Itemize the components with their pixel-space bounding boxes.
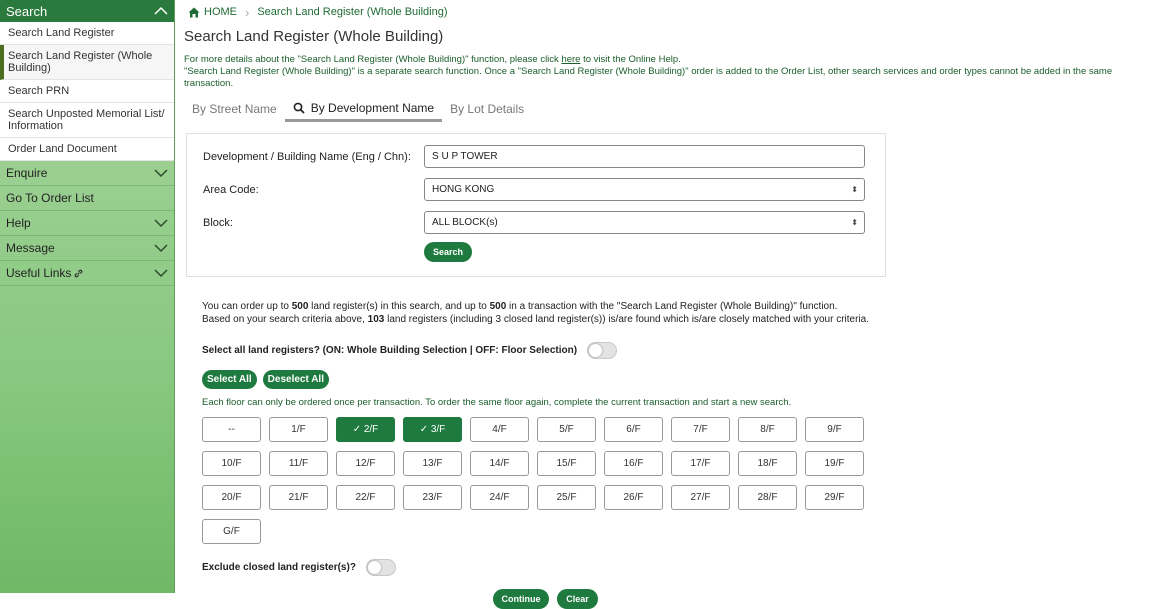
block-value: ALL BLOCK(s) bbox=[432, 217, 498, 228]
floor-button[interactable]: 10/F bbox=[202, 451, 261, 476]
floor-button[interactable]: 26/F bbox=[604, 485, 663, 510]
form-row-area bbox=[203, 173, 869, 206]
floor-button[interactable]: -- bbox=[202, 417, 261, 442]
notice-text: You can order up to bbox=[202, 301, 292, 312]
clear-button[interactable]: Clear bbox=[557, 589, 598, 609]
select-all-button[interactable]: Select All bbox=[202, 370, 257, 389]
sidebar-useful-links-wrap bbox=[6, 266, 83, 280]
sidebar-item-message[interactable] bbox=[0, 236, 174, 261]
main-content bbox=[184, 0, 1152, 609]
floor-button[interactable]: 17/F bbox=[671, 451, 730, 476]
notice-text: Based on your search criteria above, bbox=[202, 314, 368, 325]
floor-button[interactable]: 28/F bbox=[738, 485, 797, 510]
sidebar-section-search[interactable] bbox=[0, 0, 174, 22]
notice-bold: 103 bbox=[367, 314, 385, 325]
floor-button[interactable]: 15/F bbox=[537, 451, 596, 476]
link-icon bbox=[74, 269, 83, 278]
form-row-block bbox=[203, 206, 869, 239]
development-name-label: Development / Building Name (Eng / Chn): bbox=[203, 150, 411, 163]
sidebar-item-enquire[interactable] bbox=[0, 161, 174, 186]
chevron-down-icon bbox=[154, 243, 168, 253]
floor-button[interactable]: 4/F bbox=[470, 417, 529, 442]
page-title: Search Land Register (Whole Building) bbox=[184, 28, 444, 45]
sidebar-item-label: Useful Links bbox=[6, 266, 72, 280]
sidebar-item-search-land-register[interactable]: Search Land Register bbox=[0, 22, 174, 45]
sidebar-item-go-to-order-list[interactable] bbox=[0, 186, 174, 211]
sidebar-submenu bbox=[0, 22, 174, 161]
floor-button[interactable]: 12/F bbox=[336, 451, 395, 476]
search-tabs bbox=[184, 96, 1152, 122]
floor-button[interactable]: 25/F bbox=[537, 485, 596, 510]
select-all-toggle-label: Select all land registers? (ON: Whole Building Selection | OFF: Floor Selection) bbox=[202, 344, 578, 356]
tab-by-street-name[interactable]: By Street Name bbox=[192, 102, 277, 116]
area-code-select[interactable] bbox=[424, 178, 865, 201]
floor-button[interactable]: 24/F bbox=[470, 485, 529, 510]
floor-button[interactable]: 14/F bbox=[470, 451, 529, 476]
selection-buttons bbox=[202, 370, 1152, 389]
floor-button[interactable]: 5/F bbox=[537, 417, 596, 442]
floor-button[interactable]: 13/F bbox=[403, 451, 462, 476]
chevron-up-icon bbox=[154, 6, 168, 16]
floor-button[interactable]: G/F bbox=[202, 519, 261, 544]
floor-button[interactable]: 8/F bbox=[738, 417, 797, 442]
sidebar-item-help[interactable] bbox=[0, 211, 174, 236]
notice-text: in a transaction with the "Search Land Register (Whole Building)" function. bbox=[506, 301, 838, 312]
area-code-label: Area Code: bbox=[203, 183, 259, 196]
select-arrows-icon: ⬍ bbox=[851, 218, 858, 227]
breadcrumb-separator-icon: › bbox=[245, 4, 250, 20]
floor-order-note: Each floor can only be ordered once per transaction. To order the same floor again, complete the current transaction and start a new search. bbox=[202, 397, 792, 408]
floor-button[interactable]: 18/F bbox=[738, 451, 797, 476]
tab-label: By Development Name bbox=[310, 100, 435, 115]
help-link[interactable]: here bbox=[561, 54, 581, 65]
action-buttons bbox=[493, 589, 1152, 609]
floor-button[interactable]: 19/F bbox=[805, 451, 864, 476]
notice-text: land register(s) in this search, and up to bbox=[308, 301, 490, 312]
exclude-closed-label: Exclude closed land register(s)? bbox=[202, 561, 356, 573]
notice-text: land registers (including 3 closed land register(s)) is/are found which is/are closely matched with your criteria. bbox=[384, 314, 869, 325]
info-line-1 bbox=[184, 54, 1152, 66]
floor-button[interactable]: 29/F bbox=[805, 485, 864, 510]
notice-line-2 bbox=[202, 313, 1152, 326]
deselect-all-button[interactable]: Deselect All bbox=[263, 370, 329, 389]
breadcrumb-current[interactable]: Search Land Register (Whole Building) bbox=[257, 6, 448, 18]
home-icon bbox=[188, 7, 200, 18]
continue-button[interactable]: Continue bbox=[493, 589, 549, 609]
floor-button[interactable]: ✓ 2/F bbox=[336, 417, 395, 442]
chevron-down-icon bbox=[154, 168, 168, 178]
tab-by-lot-details[interactable]: By Lot Details bbox=[450, 102, 525, 116]
sidebar-item-useful-links[interactable] bbox=[0, 261, 174, 286]
floor-button[interactable]: 16/F bbox=[604, 451, 663, 476]
breadcrumb-home-label: HOME bbox=[204, 6, 237, 18]
block-select[interactable] bbox=[424, 211, 865, 234]
search-result-notice bbox=[202, 300, 1152, 326]
chevron-down-icon bbox=[154, 218, 168, 228]
breadcrumb bbox=[184, 0, 1152, 24]
floor-button[interactable]: 6/F bbox=[604, 417, 663, 442]
floor-button[interactable]: 11/F bbox=[269, 451, 328, 476]
select-arrows-icon: ⬍ bbox=[851, 185, 858, 194]
info-line-2: "Search Land Register (Whole Building)" is a separate search function. Once a "Search Land Register (Whole Building)" order is added to the Order List, other search services and order types cannot be added in the same transaction. bbox=[184, 66, 1113, 89]
notice-bold: 500 bbox=[291, 301, 309, 312]
breadcrumb-home[interactable] bbox=[188, 6, 237, 18]
info-line-1-post: to visit the Online Help. bbox=[580, 54, 681, 65]
area-code-value: HONG KONG bbox=[432, 184, 495, 195]
select-all-toggle[interactable] bbox=[587, 342, 617, 359]
development-name-input[interactable] bbox=[424, 145, 865, 168]
floor-button[interactable]: 1/F bbox=[269, 417, 328, 442]
floor-button[interactable]: 23/F bbox=[403, 485, 462, 510]
chevron-down-icon bbox=[154, 268, 168, 278]
floor-button[interactable]: 20/F bbox=[202, 485, 261, 510]
sidebar-item-label: Help bbox=[6, 216, 31, 230]
exclude-closed-toggle[interactable] bbox=[366, 559, 396, 576]
sidebar-item-label: Go To Order List bbox=[6, 191, 94, 205]
sidebar-item-search-prn[interactable]: Search PRN bbox=[0, 80, 174, 103]
floor-button[interactable]: 9/F bbox=[805, 417, 864, 442]
floor-button[interactable]: 7/F bbox=[671, 417, 730, 442]
exclude-closed-row bbox=[202, 557, 1152, 577]
floor-button[interactable]: 22/F bbox=[336, 485, 395, 510]
info-line-1-pre: For more details about the "Search Land Register (Whole Building)" function, please click bbox=[184, 54, 562, 65]
search-icon bbox=[293, 102, 305, 114]
tab-by-development-name[interactable] bbox=[285, 96, 442, 122]
sidebar-search-label: Search bbox=[6, 3, 48, 19]
sidebar-item-label: Enquire bbox=[6, 166, 48, 180]
sidebar-item-search-unposted-memorial[interactable]: Search Unposted Memorial List/ Information bbox=[0, 103, 174, 138]
development-name-value: S U P TOWER bbox=[432, 151, 498, 162]
sidebar-item-order-land-document[interactable]: Order Land Document bbox=[0, 138, 174, 161]
floor-button[interactable]: 27/F bbox=[671, 485, 730, 510]
floor-button[interactable]: ✓ 3/F bbox=[403, 417, 462, 442]
notice-line-1 bbox=[202, 300, 1152, 313]
sidebar bbox=[0, 0, 175, 593]
floor-grid bbox=[202, 417, 1152, 544]
sidebar-item-search-whole-building[interactable]: Search Land Register (Whole Building) bbox=[0, 45, 174, 80]
notice-bold: 500 bbox=[489, 301, 507, 312]
search-button[interactable]: Search bbox=[424, 242, 472, 262]
form-row-development bbox=[203, 140, 869, 173]
search-form bbox=[186, 133, 886, 277]
info-text bbox=[184, 54, 1152, 90]
sidebar-item-label: Message bbox=[6, 241, 55, 255]
select-all-toggle-row bbox=[202, 340, 1152, 360]
block-label: Block: bbox=[203, 216, 233, 229]
floor-button[interactable]: 21/F bbox=[269, 485, 328, 510]
